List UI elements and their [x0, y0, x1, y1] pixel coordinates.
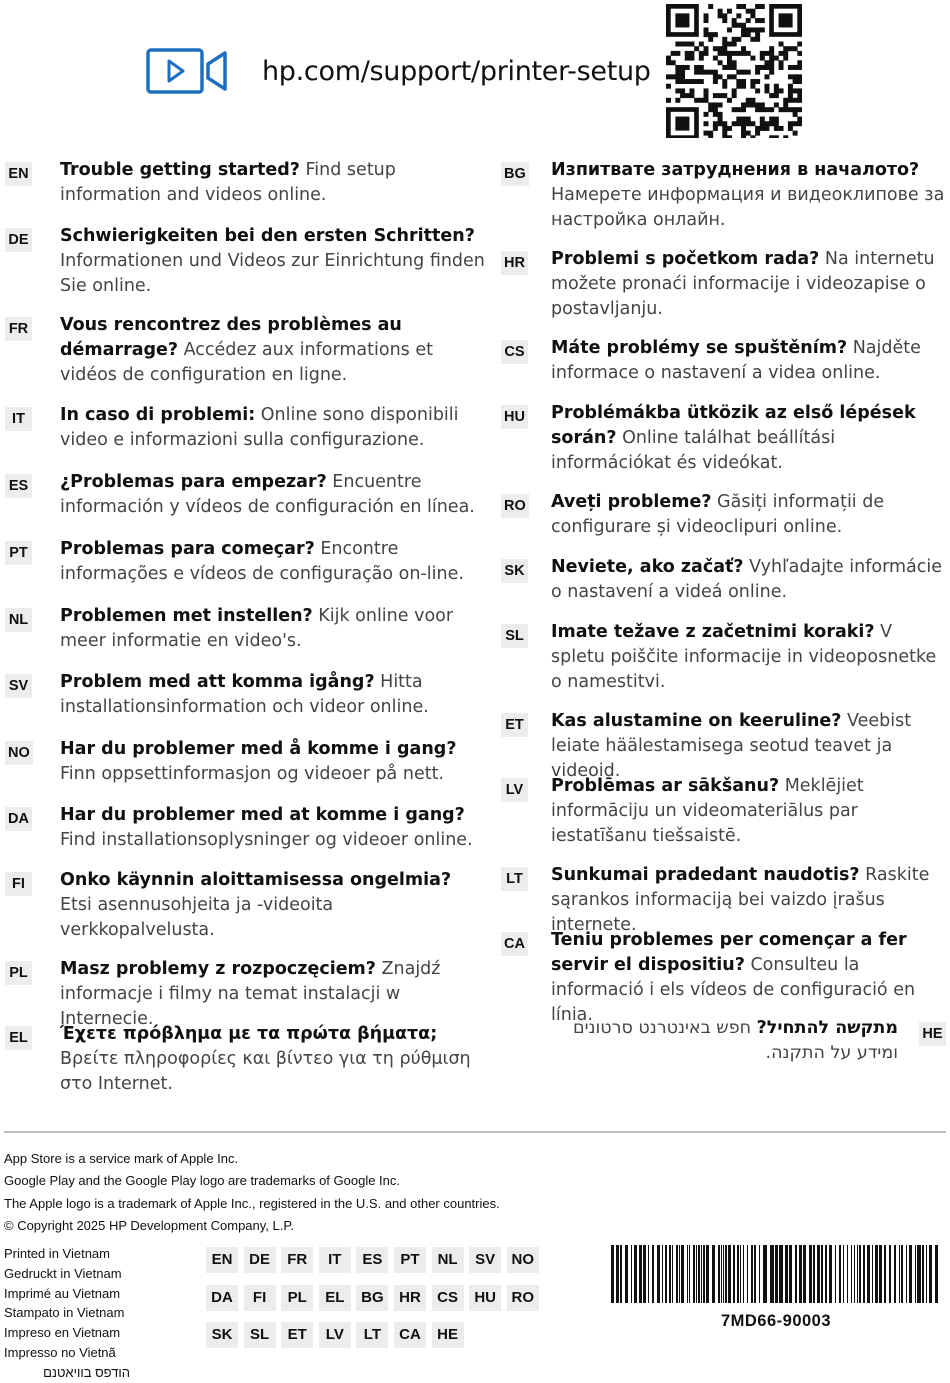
entry-answer: Encontre informações e vídeos de configuração on-line.	[60, 539, 464, 584]
entry-question: Trouble getting started?	[60, 160, 300, 180]
language-badge: ET	[501, 713, 528, 737]
entry-answer: Find installationsoplysninger og videoer online.	[60, 830, 473, 850]
entry-answer: Consulteu la informació i els vídeos de configuració en línia.	[551, 955, 916, 1025]
printed-in-line: Impreso en Vietnam	[4, 1325, 121, 1341]
entry-answer: Encuentre información y vídeos de configuración en línea.	[60, 472, 475, 517]
entry-text	[551, 709, 950, 784]
entry-question: Schwierigkeiten bei den ersten Schritten?	[60, 226, 475, 246]
language-badge: SK	[501, 559, 528, 583]
printed-in-line: Imprimé au Vietnam	[4, 1285, 121, 1301]
language-badge: NO	[5, 741, 33, 765]
entry-text	[551, 774, 950, 849]
entry-text	[60, 403, 487, 453]
entry-text	[60, 604, 487, 654]
entry-question: Sunkumai pradedant naudotis?	[551, 865, 860, 885]
video-camera-icon	[146, 48, 228, 94]
legal-line: Google Play and the Google Play logo are trademarks of Google Inc.	[4, 1173, 401, 1189]
entry-question: Máte problémy se spuštěním?	[551, 338, 848, 358]
printed-in-line: הודפס בוויאטנם	[43, 1364, 130, 1380]
entry-text	[60, 224, 487, 299]
entry-question: Har du problemer med å komme i gang?	[60, 739, 457, 759]
language-code-cs: CS	[432, 1285, 464, 1311]
language-code-sl: SL	[244, 1322, 276, 1348]
entry-question: ¿Problemas para empezar?	[60, 472, 327, 492]
entry-question: Har du problemer med at komme i gang?	[60, 805, 465, 825]
entry-answer: Meklējiet informāciju un videomateriālus par iestatīšanu tiešsaistē.	[551, 776, 864, 846]
entry-text	[551, 247, 950, 322]
entry-text	[60, 670, 487, 720]
language-code-sv: SV	[469, 1247, 501, 1273]
entry-text	[551, 863, 950, 938]
entry-text	[60, 1022, 487, 1097]
printed-in-line: Gedruckt in Vietnam	[4, 1265, 122, 1281]
entry-answer: Vyhľadajte informácie o nastavení a videá online.	[551, 557, 942, 602]
language-code-pt: PT	[394, 1247, 426, 1273]
language-code-sk: SK	[206, 1322, 238, 1348]
language-code-pl: PL	[281, 1285, 313, 1311]
entry-question: Imate težave z začetnimi koraki?	[551, 622, 875, 642]
language-badge: EL	[5, 1026, 32, 1050]
language-badge: BG	[501, 162, 529, 186]
language-entry-he	[500, 1016, 950, 1076]
entry-question: Masz problemy z rozpoczęciem?	[60, 959, 376, 979]
language-badge: IT	[5, 407, 32, 431]
entry-question: In caso di problemi:	[60, 405, 256, 425]
entry-question: Problem med att komma igång?	[60, 672, 375, 692]
entry-answer: Finn oppsettinformasjon og videoer på nett.	[60, 764, 444, 784]
entry-answer: Raskite sąrankos informaciją bei vaizdo įrašus internete.	[551, 865, 930, 935]
entry-answer: Βρείτε πληροφορίες και βίντεο για τη ρύθμιση στο Internet.	[60, 1049, 471, 1094]
entry-answer: Online sono disponibili video e informazioni sulla configurazione.	[60, 405, 459, 450]
entry-answer: Na internetu možete pronaći informacije i videozapise o postavljanju.	[551, 249, 935, 319]
entry-answer: Veebist leiate häälestamisega seotud teavet ja videoid.	[551, 711, 912, 781]
entry-question: Vous rencontrez des problèmes au démarrage?	[60, 315, 402, 360]
entry-answer: Znajdź informacje i filmy na temat instalacji w Internecie.	[60, 959, 441, 1029]
language-code-fr: FR	[281, 1247, 313, 1273]
entry-question: Onko käynnin aloittamisessa ongelmia?	[60, 870, 452, 890]
language-badge: HR	[501, 251, 528, 275]
language-badge: HU	[501, 405, 528, 429]
language-badge: NL	[5, 608, 32, 632]
entry-text	[551, 490, 950, 540]
language-badge: LT	[501, 867, 528, 891]
entry-text	[551, 620, 950, 695]
entry-question: Problemi s početkom rada?	[551, 249, 820, 269]
entry-answer: Accédez aux informations et vidéos de configuration en ligne.	[60, 340, 433, 385]
entry-text	[60, 313, 487, 388]
language-code-no: NO	[507, 1247, 539, 1273]
language-badge: RO	[501, 494, 529, 518]
entry-answer: Găsiți informații de configurare și videoclipuri online.	[551, 492, 885, 537]
entry-question: Problēmas ar sākšanu?	[551, 776, 780, 796]
language-code-et: ET	[281, 1322, 313, 1348]
language-badge: EN	[5, 162, 32, 186]
entry-question: Problemen met instellen?	[60, 606, 313, 626]
qr-code[interactable]	[666, 4, 802, 138]
entry-text	[60, 868, 487, 943]
entry-question: Neviete, ako začať?	[551, 557, 744, 577]
entry-text	[551, 401, 950, 476]
printed-in-line: Impresso no Vietnã	[4, 1344, 116, 1360]
entry-text	[60, 470, 487, 520]
legal-line: © Copyright 2025 HP Development Company, L.P.	[4, 1217, 294, 1233]
legal-notices	[4, 1148, 500, 1237]
entry-question: Έχετε πρόβλημα με τα πρώτα βήματα;	[60, 1024, 438, 1044]
language-code-lv: LV	[319, 1322, 351, 1348]
entry-answer: Намерете информация и видеоклипове за настройка онлайн.	[551, 185, 945, 230]
entry-answer: Online találhat beállítási információkat és videókat.	[551, 428, 836, 473]
entry-question: Изпитвате затруднения в началото?	[551, 160, 920, 180]
entry-answer: חפש באינטרנט סרטונים ומידע על התקנה.	[572, 1018, 898, 1063]
entry-text	[551, 555, 950, 605]
divider	[4, 1131, 946, 1133]
entry-answer: Hitta installationsinformation och videor online.	[60, 672, 429, 717]
language-code-el: EL	[319, 1285, 351, 1311]
entry-text	[551, 158, 950, 233]
legal-line: App Store is a service mark of Apple Inc.	[4, 1151, 239, 1166]
part-number: 7MD66-90003	[720, 1312, 832, 1330]
entry-question: מתקשה להתחיל?	[756, 1018, 898, 1038]
entry-answer: V spletu poiščite informacije in videoposnetke o namestitvi.	[551, 622, 937, 692]
printed-in-line: Printed in Vietnam	[4, 1246, 110, 1261]
entry-text	[60, 803, 487, 853]
language-badge: SV	[5, 674, 32, 698]
entry-text	[60, 537, 487, 587]
language-badge: ES	[5, 474, 32, 498]
printed-in-list	[4, 1244, 130, 1383]
language-code-ca: CA	[394, 1322, 426, 1348]
language-badge: FR	[5, 317, 32, 341]
language-badge: CS	[501, 340, 528, 364]
entry-question: Problemas para começar?	[60, 539, 315, 559]
entry-text	[60, 957, 487, 1032]
entry-answer: Najděte informace o nastavení a videa online.	[551, 338, 921, 383]
entry-text	[60, 158, 487, 208]
barcode	[611, 1245, 941, 1303]
language-badge: DE	[5, 228, 32, 252]
entry-text	[60, 737, 487, 787]
language-badge: DA	[5, 807, 32, 831]
language-code-ro: RO	[507, 1285, 539, 1311]
language-badge: PL	[5, 961, 32, 985]
language-code-hr: HR	[394, 1285, 426, 1311]
language-code-hu: HU	[469, 1285, 501, 1311]
entry-answer: Etsi asennusohjeita ja -videoita verkkopalvelusta.	[60, 895, 334, 940]
language-badge: HE	[919, 1022, 946, 1046]
entry-answer: Find setup information and videos online.	[60, 160, 396, 205]
language-code-fi: FI	[244, 1285, 276, 1311]
entry-text	[551, 928, 950, 1028]
language-badge: SL	[501, 624, 528, 648]
entry-question: Kas alustamine on keeruline?	[551, 711, 842, 731]
language-code-bg: BG	[356, 1285, 388, 1311]
language-code-de: DE	[244, 1247, 276, 1273]
entry-text	[551, 336, 950, 386]
entry-answer: Kijk online voor meer informatie en video's.	[60, 606, 454, 651]
language-code-it: IT	[319, 1247, 351, 1273]
entry-question: Problémákba ütközik az első lépések során?	[551, 403, 916, 448]
language-code-en: EN	[206, 1247, 238, 1273]
legal-line: The Apple logo is a trademark of Apple Inc., registered in the U.S. and other countries.	[4, 1195, 500, 1211]
language-badge: FI	[5, 872, 32, 896]
entry-answer: Informationen und Videos zur Einrichtung finden Sie online.	[60, 251, 485, 296]
header	[0, 0, 950, 140]
language-code-da: DA	[206, 1285, 238, 1311]
language-code-he: HE	[432, 1322, 464, 1348]
entry-question: Aveți probleme?	[551, 492, 712, 512]
setup-url[interactable]: hp.com/support/printer-setup	[262, 56, 651, 87]
language-badge: LV	[501, 778, 528, 802]
printed-in-line: Stampato in Vietnam	[4, 1305, 125, 1321]
language-code-lt: LT	[356, 1322, 388, 1348]
entry-question: Teniu problemes per començar a fer servir el dispositiu?	[551, 930, 907, 975]
entry-text	[553, 1016, 898, 1066]
language-code-es: ES	[356, 1247, 388, 1273]
language-code-nl: NL	[432, 1247, 464, 1273]
language-badge: PT	[5, 541, 32, 565]
language-badge: CA	[501, 932, 528, 956]
